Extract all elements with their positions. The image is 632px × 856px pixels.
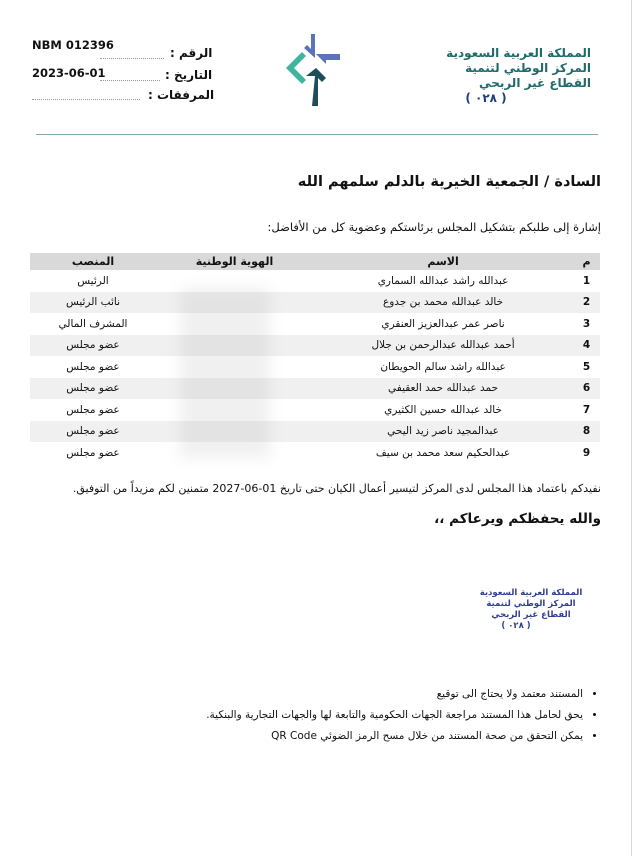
row-number: 5 xyxy=(582,360,591,373)
row-number: 2 xyxy=(573,292,600,314)
member-position: عضو مجلس xyxy=(30,421,156,443)
date-value: 2023-06-01 xyxy=(32,66,106,80)
row-number: 1 xyxy=(582,274,591,287)
official-stamp xyxy=(470,588,592,632)
note-item: • يحق لحامل هذا المستند مراجعة الجهات الحكومية والتابعة لها والجهات التجارية والبنكية. xyxy=(206,705,583,726)
member-name: حمد عبدالله حمد العقيفي xyxy=(313,378,573,400)
stamp-line-sector: القطاع غير الربحي xyxy=(491,610,571,620)
member-name: ناصر عمر عبدالعزيز العنقري xyxy=(381,317,505,330)
salutation: السادة / الجمعية الخيرية بالدلم سلمهم الله xyxy=(297,174,601,190)
member-name: خالد عبدالله محمد بن جدوع xyxy=(313,292,573,314)
stamp-line-center: المركز الوطني لتنمية xyxy=(486,599,576,609)
header-name: الاسم xyxy=(313,253,573,270)
organization-name xyxy=(431,46,591,106)
member-name: عبدالله راشد عبدالله السماري xyxy=(377,274,509,287)
header-id: الهوية الوطنية xyxy=(156,253,313,270)
row-number: 6 xyxy=(573,378,600,400)
org-line-center: المركز الوطني لتنمية xyxy=(465,61,591,75)
redacted-id-area xyxy=(170,278,280,468)
row-number: 7 xyxy=(582,403,591,416)
member-position: عضو مجلس xyxy=(30,335,156,357)
member-position: الرئيس xyxy=(77,274,109,287)
reference-number: NBM 012396 xyxy=(32,38,114,52)
member-position: عضو مجلس xyxy=(66,403,120,416)
header-num: م xyxy=(573,253,600,270)
table-header-row xyxy=(30,253,600,270)
table-row xyxy=(30,292,600,314)
note-item: • يمكن التحقق من صحة المستند من خلال مسح الرمز الضوئي QR Code xyxy=(206,726,583,747)
closing-text: نفيدكم باعتماد هذا المجلس لدى المركز لتيسير أعمال الكيان حتى تاريخ 01-06-2027 متمنين لكم مزيداً من التوفيق. xyxy=(72,482,601,495)
org-line-sector: القطاع غير الربحي xyxy=(479,76,591,90)
row-number: 9 xyxy=(582,446,591,459)
attachments-dotted-line xyxy=(32,99,140,100)
date-dotted-line xyxy=(100,80,160,81)
row-number: 3 xyxy=(582,317,591,330)
table-row xyxy=(30,421,600,443)
table-row xyxy=(30,399,600,421)
member-name: أحمد عبدالله عبدالرحمن بن جلال xyxy=(313,335,573,357)
members-table xyxy=(30,253,600,464)
stamp-number: ( ٠٢٨ ) xyxy=(501,621,531,631)
attachments-label: المرفقات : xyxy=(148,88,215,102)
center-logo-icon xyxy=(282,30,344,110)
table-row xyxy=(30,356,600,378)
date-label: التاريخ : xyxy=(165,68,213,82)
org-number: ( ٠٢٨ ) xyxy=(465,91,507,105)
note-item: • المستند معتمد ولا يحتاج الى توقيع xyxy=(206,684,583,705)
stamp-line-country: المملكة العربية السعودية xyxy=(479,588,583,598)
table-row xyxy=(30,313,600,335)
row-number: 4 xyxy=(573,335,600,357)
reference-dotted-line xyxy=(100,58,164,59)
member-name: عبدالحكيم سعد محمد بن سيف xyxy=(375,446,511,459)
header-position: المنصب xyxy=(30,253,156,270)
member-position: المشرف المالي xyxy=(58,317,128,330)
member-name: عبدالمجيد ناصر زيد اليحي xyxy=(313,421,573,443)
table-row xyxy=(30,442,600,464)
member-position: عضو مجلس xyxy=(30,378,156,400)
table-row xyxy=(30,270,600,292)
member-name: عبدالله راشد سالم الحويطان xyxy=(380,360,506,373)
member-name: خالد عبدالله حسين الكثيري xyxy=(384,403,502,416)
member-position: عضو مجلس xyxy=(66,360,120,373)
member-position: عضو مجلس xyxy=(66,446,120,459)
blessing-text: والله يحفظكم ويرعاكم ،، xyxy=(434,511,601,527)
org-line-country: المملكة العربية السعودية xyxy=(446,46,591,60)
header-divider xyxy=(36,134,598,135)
notes-list xyxy=(206,684,601,747)
reference-label: الرقم : xyxy=(170,46,213,60)
intro-text: إشارة إلى طلبكم بتشكيل المجلس برئاستكم وعضوية كل من الأفاضل: xyxy=(267,220,601,234)
table-row xyxy=(30,378,600,400)
member-position: نائب الرئيس xyxy=(30,292,156,314)
row-number: 8 xyxy=(573,421,600,443)
table-row xyxy=(30,335,600,357)
